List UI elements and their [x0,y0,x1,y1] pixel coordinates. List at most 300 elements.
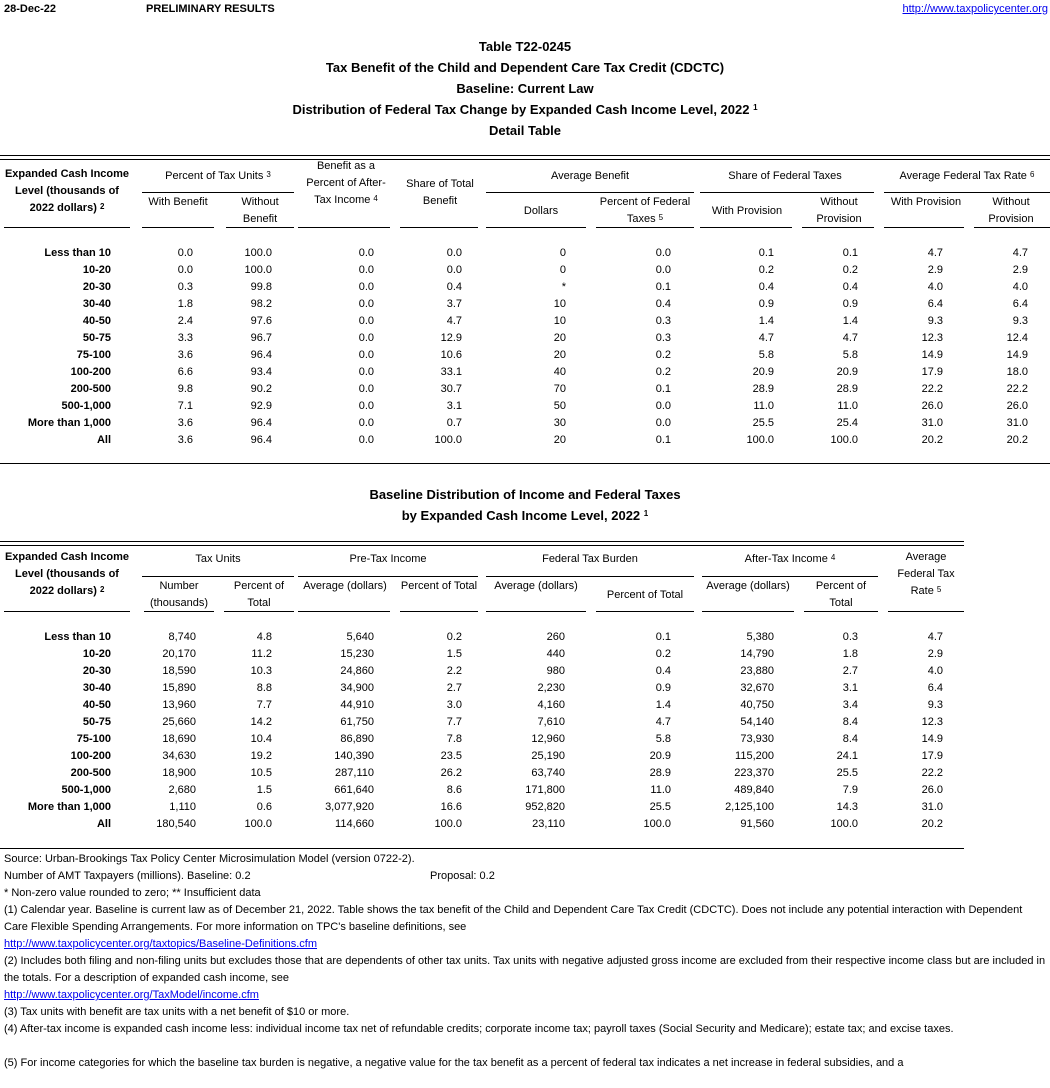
cell-rate-with: 22.2 [921,383,943,395]
cell-pretax-avg: 3,077,920 [325,801,374,813]
cell-level: Less than 10 [44,631,111,643]
cell-dollars: 10 [553,315,566,327]
cell-burden-avg: 23,110 [532,818,565,830]
cell-level: 30-40 [82,298,111,310]
table2-title [0,484,1050,526]
cell-share-with: 0.4 [758,281,774,293]
cell-without-benefit: 100.0 [244,247,272,259]
rule [144,611,214,612]
rule [802,227,874,228]
table-row [0,646,1050,663]
table-row [0,748,1050,765]
rule [486,227,586,228]
cell-pretax-pct: 0.2 [446,631,462,643]
cell-pct-units: 10.5 [250,767,272,779]
rule [298,576,478,577]
table-row [0,245,1050,262]
t2-header-pretax-income: Pre-Tax Income [349,553,427,565]
cell-rate-with: 17.9 [921,366,943,378]
table-row [0,330,1050,347]
table-row [0,398,1050,415]
table-row [0,799,1050,816]
cell-burden-avg: 4,160 [537,699,565,711]
cell-pretax-pct: 2.7 [446,682,462,694]
rule [298,227,390,228]
cell-burden-pct: 20.9 [649,750,671,762]
rule [888,611,964,612]
table-row [0,816,1050,833]
cell-ati-avg: 54,140 [740,716,774,728]
cell-dollars: 10 [553,298,566,310]
cell-rate: 12.3 [921,716,943,728]
t2-header-tax-units: Tax Units [195,553,241,565]
cell-share-total: 33.1 [440,366,462,378]
cell-rate: 17.9 [921,750,943,762]
cell-burden-pct: 0.1 [655,631,671,643]
cell-without-benefit: 96.7 [250,332,272,344]
cell-pct-fed: 0.0 [655,247,671,259]
cell-pretax-avg: 661,640 [334,784,374,796]
cell-rate: 2.9 [927,648,943,660]
cell-level: 200-500 [70,383,111,395]
cell-with-benefit: 6.6 [177,366,193,378]
cell-number: 1,110 [169,801,196,813]
cell-pretax-pct: 2.2 [446,665,462,677]
t1-header-without-benefit: Without Benefit [241,196,279,225]
cell-dollars: 0 [559,264,566,276]
cell-share-with: 11.0 [753,400,774,412]
cell-ati-pct: 8.4 [842,733,858,745]
cell-rate: 31.0 [921,801,943,813]
cell-ati-pct: 1.8 [842,648,858,660]
cell-share-with: 0.2 [758,264,774,276]
cell-number: 18,690 [162,733,196,745]
cell-without-benefit: 96.4 [250,434,272,446]
cell-share-with: 4.7 [758,332,774,344]
cell-level: 100-200 [70,750,111,762]
cell-rate-without: 12.4 [1006,332,1028,344]
cell-pretax-pct: 16.6 [440,801,462,813]
cell-pretax-avg: 114,660 [335,818,374,830]
cell-share-total: 3.1 [446,400,462,412]
rule [298,611,390,612]
cell-with-benefit: 2.4 [177,315,193,327]
cell-without-benefit: 93.4 [250,366,272,378]
cell-dollars: * [561,281,566,293]
table-row [0,697,1050,714]
cell-dollars: 70 [553,383,566,395]
cell-level: 10-20 [82,648,111,660]
cell-with-benefit: 1.8 [177,298,193,310]
cell-burden-avg: 171,800 [525,784,565,796]
cell-share-total: 10.6 [440,349,462,361]
cell-number: 13,960 [162,699,196,711]
cell-ati-pct: 25.5 [836,767,858,779]
tpc-website-link[interactable]: http://www.taxpolicycenter.org [902,3,1048,15]
cell-number: 18,590 [162,665,196,677]
rule [884,192,1050,193]
cell-ati-avg: 91,560 [740,818,774,830]
rule [4,227,130,228]
t2-header-after-tax-income: After-Tax Income $^4$ [744,553,836,565]
cell-share-with: 5.8 [758,349,774,361]
rule [702,576,878,577]
cell-pct-units: 0.6 [256,801,272,813]
cell-with-benefit: 7.1 [177,400,193,412]
cell-share-total: 0.0 [446,247,462,259]
cell-ati-avg: 115,200 [735,750,774,762]
cell-rate: 4.7 [927,631,943,643]
cell-share-without: 4.7 [842,332,858,344]
cell-pretax-avg: 34,900 [340,682,374,694]
cell-rate-with: 2.9 [927,264,943,276]
cell-share-total: 4.7 [446,315,462,327]
cell-number: 8,740 [168,631,196,643]
cell-rate-without: 6.4 [1012,298,1028,310]
cell-share-with: 0.9 [758,298,774,310]
cell-level: 500-1,000 [61,784,111,796]
cell-benefit-pct-ati: 0.0 [358,332,374,344]
cell-rate: 20.2 [921,818,943,830]
cell-ati-avg: 14,790 [740,648,774,660]
report-date: 28-Dec-22 [4,3,56,15]
cell-pct-units: 14.2 [250,716,272,728]
cell-level: 75-100 [76,349,111,361]
table-row [0,765,1050,782]
cell-rate-with: 9.3 [927,315,943,327]
cell-ati-avg: 23,880 [740,665,774,677]
cell-dollars: 0 [559,247,566,259]
cell-pct-units: 4.8 [256,631,272,643]
cell-share-without: 0.4 [842,281,858,293]
cell-number: 25,660 [162,716,196,728]
cell-rate-with: 31.0 [921,417,943,429]
cell-rate-without: 4.7 [1012,247,1028,259]
cell-with-benefit: 9.8 [177,383,193,395]
table2-top-rule [0,541,964,546]
cell-pretax-pct: 8.6 [446,784,462,796]
t1-header-avg-fed-tax-rate: Average Federal Tax Rate $^6$ [899,170,1035,182]
cell-share-total: 0.4 [446,281,462,293]
title-baseline: Baseline: Current Law [456,81,594,96]
cell-with-benefit: 0.3 [177,281,193,293]
table-row [0,279,1050,296]
cell-without-benefit: 90.2 [250,383,272,395]
rule [142,576,294,577]
cell-rate-with: 12.3 [921,332,943,344]
cell-ati-pct: 7.9 [842,784,858,796]
cell-share-total: 3.7 [446,298,462,310]
cell-pct-fed: 0.3 [655,332,671,344]
cell-pct-fed: 0.0 [655,400,671,412]
cell-share-without: 5.8 [842,349,858,361]
cell-burden-avg: 25,190 [531,750,565,762]
cell-rate-without: 14.9 [1006,349,1028,361]
t1-header-share-without-provision: Without Provision [816,196,862,225]
note-4: (4) After-tax income is expanded cash income less: individual income tax net of refundable credits; corporate income tax; payroll taxes (Social Security and Medicare); estate tax; and excise taxes. [4,1023,954,1035]
cell-pretax-avg: 5,640 [346,631,374,643]
cell-without-benefit: 99.8 [250,281,272,293]
cell-ati-pct: 3.4 [842,699,858,711]
report-titles [0,36,1050,141]
cell-ati-pct: 0.3 [842,631,858,643]
cell-with-benefit: 0.0 [177,247,193,259]
rule [486,192,694,193]
cell-ati-avg: 489,840 [734,784,774,796]
cell-pretax-avg: 140,390 [334,750,374,762]
cell-ati-pct: 8.4 [842,716,858,728]
cell-without-benefit: 92.9 [250,400,272,412]
cell-level: More than 1,000 [27,417,111,429]
income-definition-link[interactable]: http://www.taxpolicycenter.org/TaxModel/income.cfm [4,989,259,1001]
table2-title-line1: Baseline Distribution of Income and Federal Taxes [369,487,681,502]
cell-benefit-pct-ati: 0.0 [358,298,374,310]
cell-dollars: 20 [553,332,566,344]
cell-benefit-pct-ati: 0.0 [358,383,374,395]
cell-dollars: 20 [553,349,566,361]
table-row [0,313,1050,330]
table1-top-rule [0,155,1050,160]
note-1: (1) Calendar year. Baseline is current law as of December 21, 2022. Table shows the tax benefit of the Child and Dependent Care Tax Credit (CDCTC). Does not include any potential interaction with Dependent Care Flexible Spending Arrangements. For more information on TPC's baseline definitions, see [4,904,1023,933]
cell-pretax-avg: 24,860 [340,665,374,677]
cell-pretax-pct: 23.5 [440,750,462,762]
cell-rate: 4.0 [927,665,943,677]
cell-number: 2,680 [168,784,196,796]
cell-pretax-pct: 1.5 [446,648,462,660]
cell-rate: 26.0 [921,784,943,796]
cell-level: 40-50 [82,699,111,711]
table-row [0,415,1050,432]
cell-benefit-pct-ati: 0.0 [358,315,374,327]
cell-rate-without: 9.3 [1012,315,1028,327]
cell-ati-pct: 100.0 [830,818,858,830]
cell-share-without: 11.0 [837,400,858,412]
table-row [0,432,1050,449]
cell-burden-avg: 63,740 [531,767,565,779]
rule [700,192,874,193]
t1-header-pct-tax-units: Percent of Tax Units $^3$ [165,170,271,182]
cell-number: 18,900 [162,767,196,779]
t2-header-pretax-average: Average (dollars) [303,580,387,592]
cell-benefit-pct-ati: 0.0 [358,366,374,378]
cell-pct-fed: 0.1 [655,434,671,446]
cell-share-without: 25.4 [836,417,858,429]
cell-share-with: 20.9 [752,366,774,378]
cell-burden-pct: 0.9 [655,682,671,694]
cell-rate-without: 22.2 [1006,383,1028,395]
cell-ati-pct: 24.1 [836,750,858,762]
cell-without-benefit: 96.4 [250,417,272,429]
rule [224,611,294,612]
cell-benefit-pct-ati: 0.0 [358,417,374,429]
cell-share-without: 28.9 [836,383,858,395]
cell-pct-fed: 0.2 [655,366,671,378]
cell-level: All [96,818,111,830]
cell-burden-avg: 7,610 [537,716,565,728]
cell-pretax-pct: 100.0 [434,818,462,830]
cell-level: All [96,434,111,446]
cell-number: 34,630 [162,750,196,762]
rule [884,227,964,228]
cell-pct-fed: 0.4 [655,298,671,310]
cell-burden-avg: 2,230 [537,682,565,694]
preliminary-label: PRELIMINARY RESULTS [146,3,275,15]
cell-pct-units: 10.4 [250,733,272,745]
cell-number: 180,540 [156,818,196,830]
note-amt: Number of AMT Taxpayers (millions). Baseline: 0.2 Proposal: 0.2 [4,870,495,882]
cell-without-benefit: 97.6 [250,315,272,327]
rule [700,227,792,228]
table-id: Table T22-0245 [478,39,572,54]
cell-share-total: 100.0 [434,434,462,446]
cell-ati-avg: 40,750 [740,699,774,711]
t2-header-number: Number (thousands) [149,580,209,609]
t1-header-rate-with-provision: With Provision [890,196,962,208]
cell-rate-with: 4.0 [927,281,943,293]
cell-rate-with: 26.0 [921,400,943,412]
cell-benefit-pct-ati: 0.0 [358,349,374,361]
cell-share-total: 0.7 [446,417,462,429]
cell-rate-without: 31.0 [1006,417,1028,429]
cell-rate-without: 18.0 [1006,366,1028,378]
cell-share-without: 20.9 [836,366,858,378]
table-row [0,347,1050,364]
cell-share-with: 25.5 [752,417,774,429]
cell-benefit-pct-ati: 0.0 [358,434,374,446]
table-row [0,364,1050,381]
cell-burden-pct: 28.9 [649,767,671,779]
cell-with-benefit: 3.6 [177,434,193,446]
cell-without-benefit: 100.0 [244,264,272,276]
cell-pct-fed: 0.1 [655,281,671,293]
table-row [0,629,1050,646]
t1-header-dollars: Dollars [523,205,559,217]
cell-ati-pct: 3.1 [842,682,858,694]
cell-pretax-pct: 7.7 [446,716,462,728]
cell-level: 30-40 [82,682,111,694]
title-distribution: Distribution of Federal Tax Change by Expanded Cash Income Level, 2022 $^1$ [292,102,758,117]
cell-share-without: 0.1 [842,247,858,259]
table2-title-line2: by Expanded Cash Income Level, 2022 $^1$ [401,508,649,523]
cell-pretax-avg: 61,750 [340,716,374,728]
cell-pretax-pct: 3.0 [446,699,462,711]
cell-ati-pct: 14.3 [836,801,858,813]
cell-ati-avg: 2,125,100 [725,801,774,813]
t1-header-rate-without-provision: Without Provision [988,196,1034,225]
cell-level: 75-100 [76,733,111,745]
cell-burden-pct: 0.2 [655,648,671,660]
cell-dollars: 50 [553,400,566,412]
table2-bottom-rule [0,848,964,849]
note-5: (5) For income categories for which the baseline tax burden is negative, a negative value for the tax benefit as a percent of federal tax indicates a net increase in federal subsidies, and a [4,1057,904,1069]
cell-level: Less than 10 [44,247,111,259]
cell-share-with: 100.0 [746,434,774,446]
cell-rate: 6.4 [927,682,943,694]
cell-rate-with: 4.7 [927,247,943,259]
cell-burden-pct: 4.7 [655,716,671,728]
title-provision: Tax Benefit of the Child and Dependent Care Tax Credit (CDCTC) [325,60,725,75]
cell-dollars: 40 [553,366,566,378]
cell-pct-units: 7.7 [256,699,272,711]
cell-level: 20-30 [82,281,111,293]
cell-burden-avg: 440 [546,648,565,660]
rule [4,611,130,612]
cell-rate: 9.3 [927,699,943,711]
cell-burden-pct: 25.5 [649,801,671,813]
cell-burden-pct: 100.0 [643,818,671,830]
cell-burden-pct: 5.8 [655,733,671,745]
cell-pct-units: 10.3 [250,665,272,677]
t1-header-with-benefit: With Benefit [148,196,208,208]
t2-header-avg-fed-tax-rate: Average Federal Tax Rate $^5$ [897,551,955,597]
table-row [0,731,1050,748]
t1-header-average-benefit: Average Benefit [550,170,630,182]
cell-burden-pct: 1.4 [655,699,671,711]
cell-pct-units: 100.0 [244,818,272,830]
cell-benefit-pct-ati: 0.0 [358,264,374,276]
cell-pretax-pct: 26.2 [440,767,462,779]
t1-header-pct-fed-taxes: Percent of Federal Taxes $^5$ [599,196,691,225]
cell-with-benefit: 0.0 [177,264,193,276]
cell-pct-units: 19.2 [250,750,272,762]
cell-benefit-pct-ati: 0.0 [358,400,374,412]
cell-number: 20,170 [162,648,196,660]
cell-ati-avg: 223,370 [734,767,774,779]
cell-rate-without: 26.0 [1006,400,1028,412]
cell-burden-avg: 260 [546,631,565,643]
cell-dollars: 20 [553,434,566,446]
cell-ati-avg: 32,670 [740,682,774,694]
cell-rate-with: 14.9 [921,349,943,361]
table-row [0,296,1050,313]
cell-rate: 22.2 [921,767,943,779]
cell-ati-avg: 5,380 [746,631,774,643]
cell-rate-without: 20.2 [1006,434,1028,446]
rule [596,611,694,612]
cell-level: More than 1,000 [27,801,111,813]
baseline-definitions-link[interactable]: http://www.taxpolicycenter.org/taxtopics/Baseline-Definitions.cfm [4,938,318,950]
t1-header-share-total-benefit: Share of Total Benefit [406,178,474,207]
t2-header-burden-average: Average (dollars) [494,580,578,592]
table-row [0,714,1050,731]
cell-level: 10-20 [82,264,111,276]
rule [142,192,294,193]
rule [486,576,694,577]
table-row [0,782,1050,799]
t1-header-share-fed-taxes: Share of Federal Taxes [728,170,842,182]
cell-level: 100-200 [70,366,111,378]
note-2: (2) Includes both filing and non-filing units but excludes those that are dependents of other tax units. Tax units with negative adjusted gross income are excluded from their respective income class but are included in the totals. For a description of expanded cash income, see [4,955,1046,984]
cell-number: 15,890 [162,682,196,694]
t1-header-share-with-provision: With Provision [711,205,783,217]
cell-pct-fed: 0.2 [655,349,671,361]
rule [400,227,478,228]
cell-benefit-pct-ati: 0.0 [358,281,374,293]
cell-ati-avg: 73,930 [740,733,774,745]
rule [486,611,586,612]
t2-header-pretax-pct: Percent of Total [400,580,478,592]
table-row [0,680,1050,697]
t2-header-income-level: Expanded Cash Income Level (thousands of 2022 dollars) $^2$ [4,551,130,597]
cell-pretax-avg: 44,910 [340,699,374,711]
cell-rate-without: 4.0 [1012,281,1028,293]
cell-rate-with: 20.2 [921,434,943,446]
rule [596,227,694,228]
cell-pct-units: 8.8 [256,682,272,694]
cell-rate-without: 2.9 [1012,264,1028,276]
cell-dollars: 30 [553,417,566,429]
cell-rate-with: 6.4 [927,298,943,310]
